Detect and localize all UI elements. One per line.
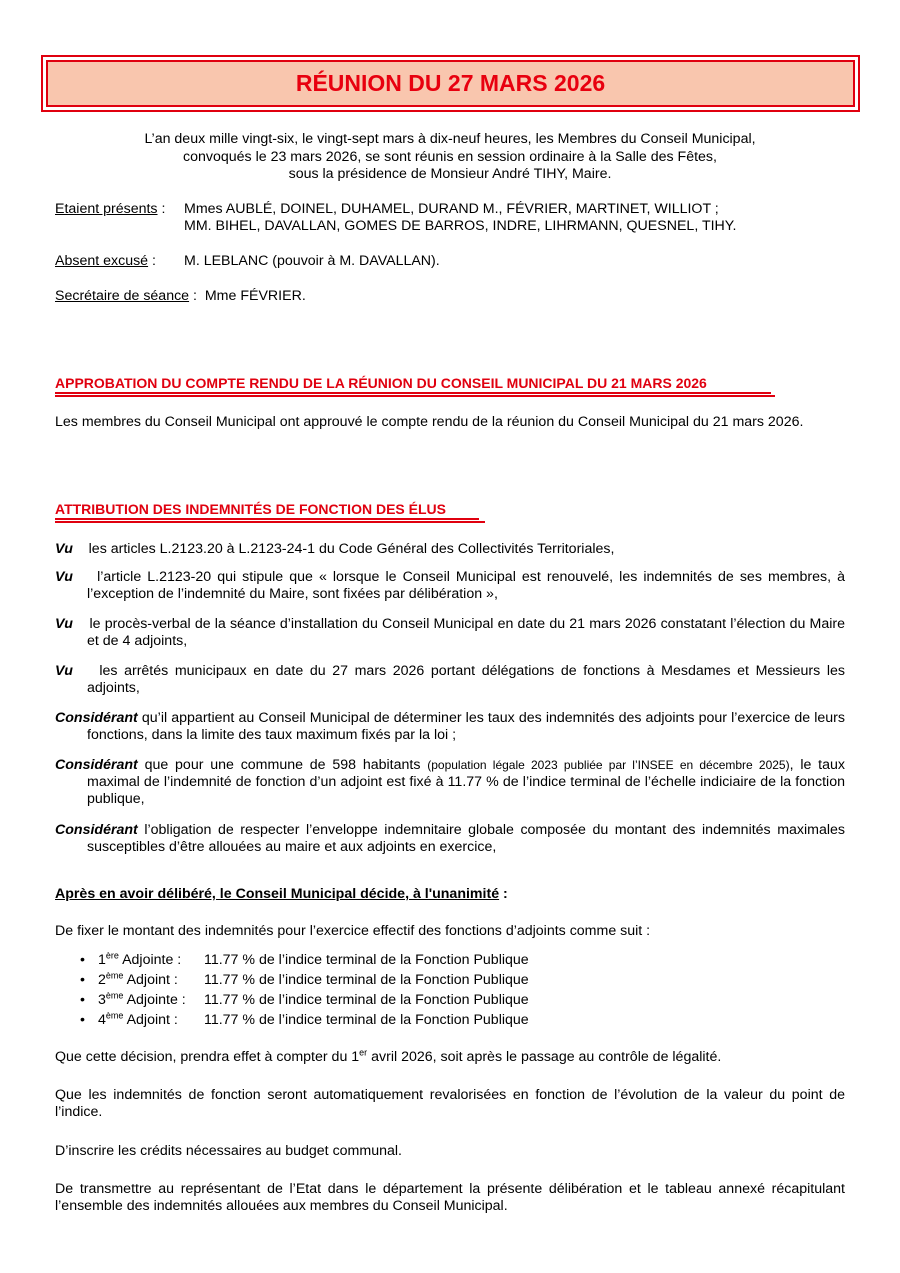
vu-clause-3 xyxy=(55,616,845,650)
absent-label: Absent excusé xyxy=(55,253,149,269)
absent-value: M. LEBLANC (pouvoir à M. DAVALLAN). xyxy=(184,253,440,269)
vu-text: l’article L.2123-20 qui stipule que « lorsque le Conseil Municipal est renouvelé, les indemnités de ses membres, à l’exception de l’indemnité du Maire, sont fixées par délibération », xyxy=(87,569,845,602)
absent-sep: : xyxy=(148,253,156,269)
title-banner xyxy=(46,60,855,107)
decision-heading-text: Après en avoir délibéré, le Conseil Municipal décide, à l'unanimité xyxy=(55,886,500,902)
considerant-clause-1 xyxy=(55,710,845,744)
decision-heading-colon: : xyxy=(499,886,508,902)
list-item-role: 3ème Adjointe : xyxy=(98,990,186,1008)
vu-word: Vu xyxy=(55,569,73,585)
list-item-role: 1ère Adjointe : xyxy=(98,950,182,968)
considerant-word: Considérant xyxy=(55,757,138,773)
list-item-rate: 11.77 % de l’indice terminal de la Fonction Publique xyxy=(204,992,529,1008)
effect-text-cont: avril 2026, soit après le passage au contrôle de légalité. xyxy=(367,1049,722,1065)
intro-line-2: convoqués le 23 mars 2026, se sont réunis en session ordinaire à la Salle des Fêtes, xyxy=(183,148,717,165)
considerant-text: que pour une commune de 598 habitants xyxy=(144,757,421,773)
section2-rule-2 xyxy=(55,521,485,523)
decision-heading xyxy=(55,886,508,903)
intro-paragraph xyxy=(0,131,900,184)
present-label: Etaient présents xyxy=(55,201,158,217)
list-item-rate: 11.77 % de l’indice terminal de la Fonction Publique xyxy=(204,1012,529,1028)
revalorisation-paragraph: Que les indemnités de fonction seront automatiquement revalorisées en fonction de l’évolution de la valeur du point de l’indice. xyxy=(55,1087,845,1120)
considerant-word: Considérant xyxy=(55,710,138,726)
vu-text: les articles L.2123.20 à L.2123-24-1 du Code Général des Collectivités Territoriales, xyxy=(88,541,615,557)
section1-rule-1 xyxy=(55,392,771,394)
secretary-label: Secrétaire de séance xyxy=(55,288,190,304)
list-item-rate: 11.77 % de l’indice terminal de la Fonction Publique xyxy=(204,952,529,968)
list-item-role: 2ème Adjoint : xyxy=(98,970,178,988)
secretary-sep: : xyxy=(189,288,197,304)
vu-clause-4 xyxy=(55,663,845,697)
present-sep: : xyxy=(157,201,166,217)
vu-clause-1 xyxy=(55,541,845,558)
vu-word: Vu xyxy=(55,616,73,632)
effect-sup: er xyxy=(359,1047,368,1058)
vu-text: le procès-verbal de la séance d’installation du Conseil Municipal en date du 21 mars 2026 constatant l’élection du Maire et de 4 adjoints, xyxy=(87,616,845,649)
bullet-icon: • xyxy=(80,972,85,988)
list-item-role: 4ème Adjoint : xyxy=(98,1010,178,1028)
considerant-text: qu’il appartient au Conseil Municipal de déterminer les taux des indemnités des adjoints pour l’exercice de leurs fonctions, dans la limite des taux maximum fixés par la loi ; xyxy=(87,710,845,743)
secretary-row xyxy=(55,288,306,305)
vu-text: les arrêtés municipaux en date du 27 mars 2026 portant délégations de fonctions à Mesdames et Messieurs les adjoints, xyxy=(87,663,845,696)
section1-text: Les membres du Conseil Municipal ont approuvé le compte rendu de la réunion du Conseil Municipal du 21 mars 2026. xyxy=(55,414,804,430)
effect-text: Que cette décision, prendra effet à compter du 1 xyxy=(55,1049,360,1065)
vu-clause-2 xyxy=(55,569,845,603)
section2-rule-1 xyxy=(55,518,479,520)
considerant-clause-3 xyxy=(55,822,845,856)
considerant-word: Considérant xyxy=(55,822,138,838)
decision-intro: De fixer le montant des indemnités pour l’exercice effectif des fonctions d’adjoints comme suit : xyxy=(55,923,651,939)
section1-title: APPROBATION DU COMPTE RENDU DE LA RÉUNION DU CONSEIL MUNICIPAL DU 21 MARS 2026 xyxy=(55,375,707,391)
considerant-text-cont: , le taux maximal de l’indemnité de fonction d’un adjoint est fixé à 11.77 % de l’indice terminal de l’échelle indiciaire de la fonction publique, xyxy=(87,757,845,807)
present-line-2: MM. BIHEL, DAVALLAN, GOMES DE BARROS, INDRE, LIHRMANN, QUESNEL, TIHY. xyxy=(184,218,737,234)
vu-word: Vu xyxy=(55,663,73,679)
list-item-rate: 11.77 % de l’indice terminal de la Fonction Publique xyxy=(204,972,529,988)
vu-word: Vu xyxy=(55,541,73,557)
effect-paragraph xyxy=(55,1049,845,1066)
transmit-paragraph: De transmettre au représentant de l’Etat dans le département la présente délibération et le tableau annexé récapitulant l’ensemble des indemnités allouées aux membres du Conseil Municipal. xyxy=(55,1181,845,1214)
present-line-1: Mmes AUBLÉ, DOINEL, DUHAMEL, DURAND M., FÉVRIER, MARTINET, WILLIOT ; xyxy=(184,201,719,217)
considerant-text: l’obligation de respecter l’enveloppe indemnitaire globale composée du montant des indemnités maximales susceptibles d’être allouées au maire et aux adjoints en exercice, xyxy=(87,822,845,855)
title-box xyxy=(41,55,860,112)
page-title: RÉUNION DU 27 MARS 2026 xyxy=(295,70,606,96)
section1-rule-2 xyxy=(55,395,775,397)
absent-label-row xyxy=(55,253,156,270)
section2-title: ATTRIBUTION DES INDEMNITÉS DE FONCTION DES ÉLUS xyxy=(55,501,446,517)
bullet-icon: • xyxy=(80,992,85,1008)
bullet-icon: • xyxy=(80,952,85,968)
budget-paragraph: D’inscrire les crédits nécessaires au budget communal. xyxy=(55,1143,402,1159)
intro-line-1: L’an deux mille vingt-six, le vingt-sept mars à dix-neuf heures, les Membres du Conseil Municipal, xyxy=(144,131,756,147)
population-note: (population légale 2023 publiée par l’INSEE en décembre 2025) xyxy=(427,758,790,772)
considerant-clause-2 xyxy=(55,757,845,808)
present-label-row xyxy=(55,201,165,218)
intro-line-3: sous la présidence de Monsieur André TIHY, Maire. xyxy=(288,166,612,182)
bullet-icon: • xyxy=(80,1012,85,1028)
secretary-value: Mme FÉVRIER. xyxy=(204,288,306,304)
